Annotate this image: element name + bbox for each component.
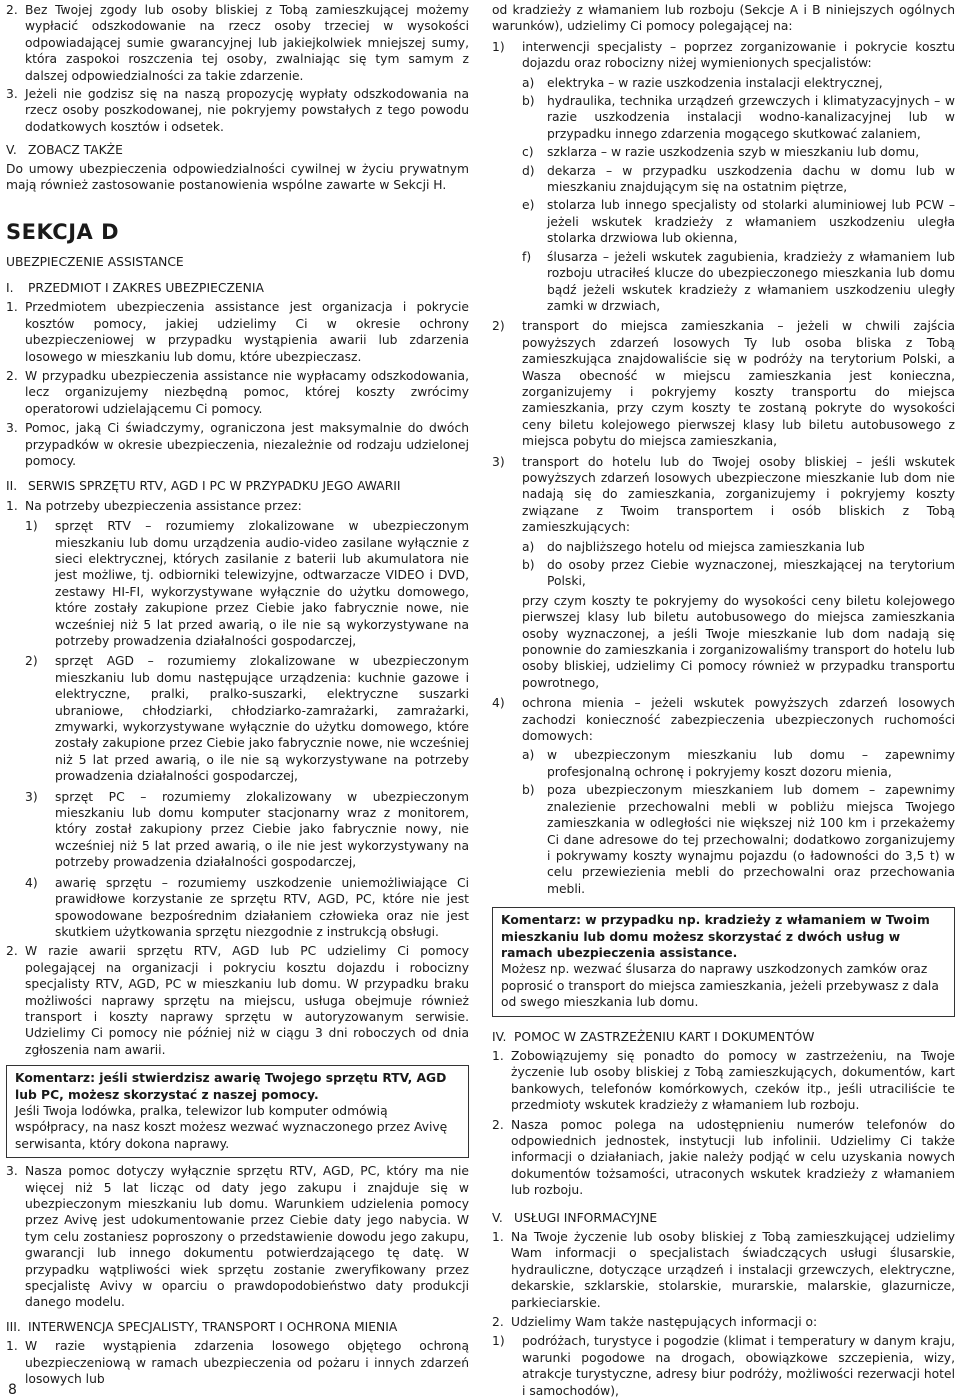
list-item (492, 454, 955, 536)
item-text: do osoby przez Ciebie wyznaczonej, mieszkającej na terytorium Polski, (547, 558, 955, 589)
item-text: transport do miejsca zamieszkania – jeżeli w chwili zajścia powyższych zdarzeń losowych Ty lub osoba bliska z Tobą zamieszkująca znajdowaliście się w podróży na terytorium Polski, a Wasza obecność w miejscu zamieszkania jest konieczna, zorganizujemy i pokryjemy koszty transportu do miejsca zamieszkania, przy czym koszty te zostaną pokryte do wysokości ceny biletu kolejowego pierwszej klasy lub biletu autobusowego z miejsca pobytu do miejsca zamieszkania, (522, 319, 955, 449)
item-number: 4) (25, 875, 38, 890)
sublist-item (522, 557, 955, 590)
item-text: Bez Twojej zgody lub osoby bliskiej z Tobą zamieszkującej możemy wypłacić odszkodowanie na rzecz osoby trzeciej w wysokości odpowiadającej sumie gwarancyjnej lub jakiejkolwiek mniejszej sumy, która zaspokoi roszczenia tej osoby, zwalniając się tym samym z dalszej odpowiedzialności za takie zdarzenie. (25, 3, 469, 83)
list-item (492, 318, 955, 449)
item-number: b) (522, 783, 535, 798)
heading-number: III. (6, 1319, 21, 1334)
list-item (6, 368, 469, 417)
section-title: SEKCJA D (6, 220, 120, 245)
item-number: b) (522, 558, 535, 572)
paragraph-zobacz-takze: Do umowy ubezpieczenia odpowiedzialności cywilnej w życiu prywatnym mają również zastosowanie postanowienia wspólne zawarte w Sekcji H. (6, 161, 469, 193)
item-text: sprzęt PC – rozumiemy zlokalizowany w ubezpieczonym mieszkaniu lub domu komputer stacjonarny wraz z monitorem, który został zakupiony przez Ciebie jako fabrycznie nowy, nie wcześniej niż 5 lat przed awarią, o ile nie jest wykorzystywany na potrzeby prowadzenia działalności gospodarczej, (55, 789, 469, 870)
heading-number: II. (6, 479, 18, 494)
list-item (492, 1314, 955, 1330)
sublist-item (522, 144, 955, 160)
item-text: Na potrzeby ubezpieczenia assistance przez: (25, 498, 302, 513)
item-text: dekarza – w przypadku uszkodzenia dachu w domu lub w mieszkaniu znajdującym się na ostatnim piętrze, (547, 163, 955, 195)
heading-text: PRZEDMIOT I ZAKRES UBEZPIECZENIA (28, 280, 264, 295)
item-number: 1. (492, 1048, 504, 1063)
sublist-item (522, 249, 955, 315)
comment-box (492, 907, 955, 1016)
item-number: 2. (6, 944, 18, 959)
item-number: c) (522, 145, 534, 160)
item-number: 2) (25, 654, 38, 669)
item-text: szklarza – w razie uszkodzenia szyb w mieszkaniu lub domu, (547, 145, 920, 160)
list-item (492, 695, 955, 744)
sublist-item (25, 875, 469, 941)
sublist-item (522, 197, 955, 246)
section-subtitle: UBEZPIECZENIE ASSISTANCE (6, 255, 184, 270)
heading-text: ZOBACZ TAKŻE (28, 143, 123, 158)
comment-heading: Komentarz: jeśli stwierdzisz awarię Twojego sprzętu RTV, AGD lub PC, możesz skorzystać z naszej pomocy. (15, 1071, 447, 1102)
heading-uslugi-informacyjne (492, 1210, 955, 1226)
list-item (492, 1117, 955, 1199)
item-number: 1. (492, 1230, 504, 1245)
list-item (6, 2, 469, 84)
sublist-item (25, 518, 469, 649)
heading-serwis (6, 478, 469, 494)
sublist-item (522, 163, 955, 196)
item-number: b) (522, 94, 535, 109)
item-text: sprzęt RTV – rozumiemy zlokalizowane w ubezpieczonym mieszkaniu lub domu urządzenia audio-video zasilane wyłącznie z sieci elektrycznej, których zasilanie z baterii lub akumulatora nie jest możliwe, tj. odbiorniki telewizyjne, odtwarzacze VIDEO i DVD, zestawy HI-FI, wykorzystywane wyłącznie do użytku domowego, które zostały zakupione przez Ciebie jako fabrycznie nowe, nie wcześniej niż 5 lat przed awarią, o ile nie są wykorzystywane na potrzeby prowadzenia działalności gospodarczej, (55, 519, 469, 648)
item-number: 1) (25, 519, 38, 534)
item-number: 2. (492, 1117, 504, 1132)
sublist (6, 518, 469, 940)
item-text: sprzęt AGD – rozumiemy zlokalizowane w ubezpieczonym mieszkaniu lub domu następujące urządzenia: kuchnie gazowe i elektryczne, pralki, pralko-suszarki, elektryczne suszarki ubraniowe, chłodziarki, chłodziarko-zamrażarki, zamrażarki, zmywarki, wykorzystywane wyłącznie do użytku domowego, które zostały zakupione przez Ciebie jako fabrycznie nowe, nie wcześniej niż 5 lat przed awarią, o ile nie są wykorzystywane na potrzeby prowadzenia działalności gospodarczej, (55, 654, 469, 784)
item-number: 1) (492, 39, 505, 54)
item-text: Przedmiotem ubezpieczenia assistance jest organizacja i pokrycie kosztów pomocy, jakiej udzielimy Ci w okresie ochrony ubezpieczeniowej w przypadku wystąpienia awarii lub zdarzenia losowego w mieszkaniu lub domu, które ubezpieczasz. (25, 300, 469, 364)
list-item (492, 1229, 955, 1311)
item-number: 3. (6, 421, 18, 436)
sublist (492, 747, 955, 897)
item-text: Nasza pomoc dotyczy wyłącznie sprzętu RTV, AGD, PC, który ma nie więcej niż 5 lat licząc od daty jego zakupu i znajduje się w ubezpieczonym mieszkaniu lub domu. Warunkiem udzielenia pomocy przez Avivę jest udokumentowanie przez Ciebie daty jego nabycia. W tym celu zostaniesz poproszony o przedstawienie dowodu jego zakupu, gwarancji lub innego dokumentu potwierdzającego tę datę. W przypadku wątpliwości wiek sprzętu zostanie zweryfikowany przez specjalistę Avivy w oparciu o prawdopodobieństwo daty produkcji danego modelu. (25, 1164, 469, 1310)
comment-text: Jeśli Twoja lodówka, pralka, telewizor lub komputer odmówią współpracy, na nasz koszt możesz wezwać wyznaczonego przez Avivę serwisanta, który dokona naprawy. (15, 1103, 448, 1151)
item-number: 2. (6, 368, 18, 383)
list-item (6, 943, 469, 1058)
page-number: 8 (8, 1382, 17, 1398)
item-text: Jeżeli nie godzisz się na naszą propozycję wypłaty odszkodowania na rzecz osoby poszkodowanej, nie pokryjemy powstałych z tego powodu dodatkowych kosztów i odsetek. (25, 87, 469, 134)
heading-number: V. (492, 1210, 503, 1225)
item-text: Pomoc, jaką Ci świadczymy, ograniczona jest maksymalnie do dwóch przypadków w okresie ubezpieczenia, niezależnie od rodzaju udzielonej pomocy. (25, 421, 469, 468)
comment-heading: Komentarz: w przypadku np. kradzieży z włamaniem w Twoim mieszkaniu lub domu możesz skorzystać z dwóch usług w ramach ubezpieczenia assistance. (501, 913, 930, 960)
item-number: 3. (6, 87, 18, 102)
item-text: awarię sprzętu – rozumiemy uszkodzenie uniemożliwiające Ci prawidłowe korzystanie ze sprzętu RTV, AGD, PC, które nie jest spowodowane bezpośrednim działaniem człowieka oraz nie jest skutkiem użytkowania sprzętu niezgodnie z instrukcją obsługi. (55, 875, 469, 939)
item-text: elektryka – w razie uszkodzenia instalacji elektrycznej, (547, 75, 883, 90)
item-number: 1. (6, 300, 18, 315)
item-text: do najbliższego hotelu od miejsca zamieszkania lub (547, 539, 865, 554)
item-text: transport do hotelu lub do Twojej osoby bliskiej – jeśli wskutek powyższych zdarzeń losowych ubezpieczone mieszkanie lub dom nie nadają się do zamieszkania, zorganizujemy i pokryjemy koszty związane z Twoim transportem i osób bliskich z Tobą zamieszkujących: (522, 454, 955, 535)
item-number: e) (522, 198, 535, 213)
heading-text: SERWIS SPRZĘTU RTV, AGD I PC W PRZYPADKU JEGO AWARII (28, 479, 401, 494)
sublist-item (522, 747, 955, 780)
heading-zobacz-takze (6, 142, 469, 158)
sublist (492, 1333, 955, 1399)
list-item (6, 1338, 469, 1387)
item-number: 1. (6, 498, 18, 513)
item-number: a) (522, 539, 535, 554)
heading-text: INTERWENCJA SPECJALISTY, TRANSPORT I OCHRONA MIENIA (28, 1319, 398, 1334)
item-number: 1) (492, 1334, 505, 1349)
heading-number: V. (6, 143, 17, 158)
item-text: podróżach, turystyce i pogodzie (klimat i temperatury w danym kraju, warunki pogodowe na drogach, obowiązkowe szczepienia, wizy, atrakcje turystyczne, adresy biur podróży, możliwości rezerwacji hotel i samochodów), (522, 1334, 955, 1398)
item-text: poza ubezpieczonym mieszkaniem lub domem – zapewnimy znalezienie przechowalni mebli w pobliżu miejsca Twojego zamieszkania w odległości nie większej niż 100 km i przekażemy Ci dane adresowe do tej przechowalni; dodatkowo zorganizujemy i pokrywamy koszty wynajmu pojazdu (o ładowności do 3,5 t) w celu przewiezienia mebli do przechowalni oraz przechowania mebli. (547, 783, 955, 896)
item-text: hydraulika, technika urządzeń grzewczych i klimatyzacyjnych – w razie uszkodzenia instalacji wodno-kanalizacyjnej lub w przypadku innego zdarzenia mogącego skutkować zalaniem, (547, 94, 955, 141)
sublist (492, 539, 955, 692)
sublist-item (492, 1333, 955, 1399)
intro-paragraph: od kradzieży z włamaniem lub rozboju (Sekcje A i B niniejszych ogólnych warunków), udzielimy Ci pomocy polegającej na: (492, 3, 955, 34)
item-text: Zobowiązujemy się ponadto do pomocy w zastrzeżeniu, na Twoje życzenie lub osoby bliskiej z Tobą zamieszkujących, dokumentów, kart bankowych, telefonów komórkowych, czeków itp., jeśli utraciliście te przedmioty wskutek kradzieży z włamaniem lub rozboju. (511, 1048, 955, 1113)
item-text: Nasza pomoc polega na udostępnieniu numerów telefonów do odpowiednich jednostek, instytucji lub infolinii. Udzielimy Ci także informacji o działaniach, jakie należy podjąć w celu uzyskania nowych dokumentów tożsamości, utraconych wskutek kradzieży z włamaniem lub rozboju. (511, 1117, 955, 1198)
item-text: ochrona mienia – jeżeli wskutek powyższych zdarzeń losowych zachodzi konieczność zabezpieczenia ubezpieczonych ruchomości domowych: (522, 696, 955, 744)
item-number: a) (522, 75, 535, 90)
sublist-item (522, 539, 955, 555)
list-item (6, 1163, 469, 1311)
heading-interwencja (6, 1319, 469, 1335)
heading-przedmiot (6, 280, 469, 296)
item-text: Na Twoje życzenie lub osoby bliskiej z Tobą zamieszkującej udzielimy Wam informacji o specjalistach świadczących usługi ślusarskie, hydrauliczne, dotyczące urządzeń i instalacji grzewczych, elektryczne, dekarskie, szklarskie, stolarskie, murarskie, malarskie, glazurnicze, parkieciarskie. (511, 1230, 955, 1310)
item-number: 3) (25, 789, 38, 804)
item-number: d) (522, 163, 535, 178)
heading-number: I. (6, 280, 14, 295)
item-number: 4) (492, 696, 505, 711)
list-item (6, 299, 469, 365)
item-number: 2. (6, 3, 18, 17)
heading-number: IV. (492, 1029, 507, 1044)
item-text: Udzielimy Wam także następujących informacji o: (511, 1315, 818, 1330)
sublist-item (522, 75, 955, 91)
item-text: w ubezpieczonym mieszkaniu lub domu – zapewnimy profesjonalną ochronę i pokryjemy koszt dozoru mienia, (547, 748, 955, 779)
item-text: W razie wystąpienia zdarzenia losowego objętego ochroną ubezpieczeniową w ramach ubezpieczenia od pożaru i innych zdarzeń losowych lub (25, 1339, 469, 1387)
item-number: 2) (492, 319, 505, 334)
list-item (492, 39, 955, 72)
list-item (492, 1048, 955, 1114)
heading-pomoc-zastrzezenie (492, 1029, 955, 1045)
item-number: a) (522, 748, 535, 763)
item-text: W razie awarii sprzętu RTV, AGD lub PC udzielimy Ci pomocy polegającej na organizacji i pokryciu kosztu dojazdu i robocizny specjalisty RTV, AGD, PC w mieszkaniu lub domu. W przypadku braku możliwości naprawy sprzętu na miejscu, usługa obejmuje również transport i koszty naprawy sprzętu w autoryzowanym serwisie. Udzielimy Ci pomocy nie później niż w ciągu 3 dni roboczych od dnia zgłoszenia nam awarii. (25, 944, 469, 1057)
item-number: 1. (6, 1339, 18, 1354)
sublist (492, 75, 955, 315)
list-item (6, 498, 469, 514)
item-text: interwencji specjalisty – poprzez zorganizowanie i pokrycie kosztu dojazdu oraz robocizny niżej wymienionych specjalistów: (522, 39, 955, 71)
sublist-item (25, 789, 469, 871)
list-item (6, 420, 469, 469)
sublist-item (522, 93, 955, 142)
left-column (6, 0, 469, 1387)
right-column (492, 0, 955, 1399)
sublist-item (522, 782, 955, 897)
comment-box (6, 1065, 469, 1158)
item-number: f) (522, 249, 532, 264)
item-number: 3. (6, 1164, 18, 1179)
comment-text: Możesz np. wezwać ślusarza do naprawy uszkodzonych zamków oraz poprosić o transport do miejsca zamieszkania, jeżeli przebywasz z dala od swego mieszkania lub domu. (501, 962, 939, 1010)
item-text: W przypadku ubezpieczenia assistance nie wypłacamy odszkodowania, lecz organizujemy niezbędną pomoc, której koszty zwrócimy operatorowi udzielającemu Ci pomocy. (25, 368, 469, 416)
item-number: 2. (492, 1315, 504, 1330)
sublist-item (25, 653, 469, 784)
item-text: stolarza lub innego specjalisty od stolarki aluminiowej lub PCW – jeżeli wskutek kradzieży z włamaniem uszkodzeniu uległa stolarka drzwiowa lub okienna, (547, 198, 955, 246)
list-item (6, 86, 469, 135)
item-continuation: przy czym koszty te pokryjemy do wysokości ceny biletu kolejowego pierwszej klasy lub biletu autobusowego do miejsca zamieszkania osoby wyznaczonej, a jeśli Twoje mieszkanie lub dom nadają się ponownie do zamieszkania i zorganizowaliśmy transport do hotelu lub osoby bliskiej, udzielimy Ci pomocy również w przypadku transportu powrotnego, (522, 593, 955, 690)
item-text: ślusarza – jeżeli wskutek zagubienia, kradzieży z włamaniem lub rozboju utraciłeś klucze do ubezpieczonego mieszkania lub domu bądź jeżeli wskutek kradzieży z włamaniem uszkodzeniu uległy zamki w drzwiach, (547, 249, 955, 313)
heading-text: USŁUGI INFORMACYJNE (514, 1210, 658, 1225)
item-number: 3) (492, 454, 505, 469)
heading-text: POMOC W ZASTRZEŻENIU KART I DOKUMENTÓW (514, 1029, 815, 1044)
